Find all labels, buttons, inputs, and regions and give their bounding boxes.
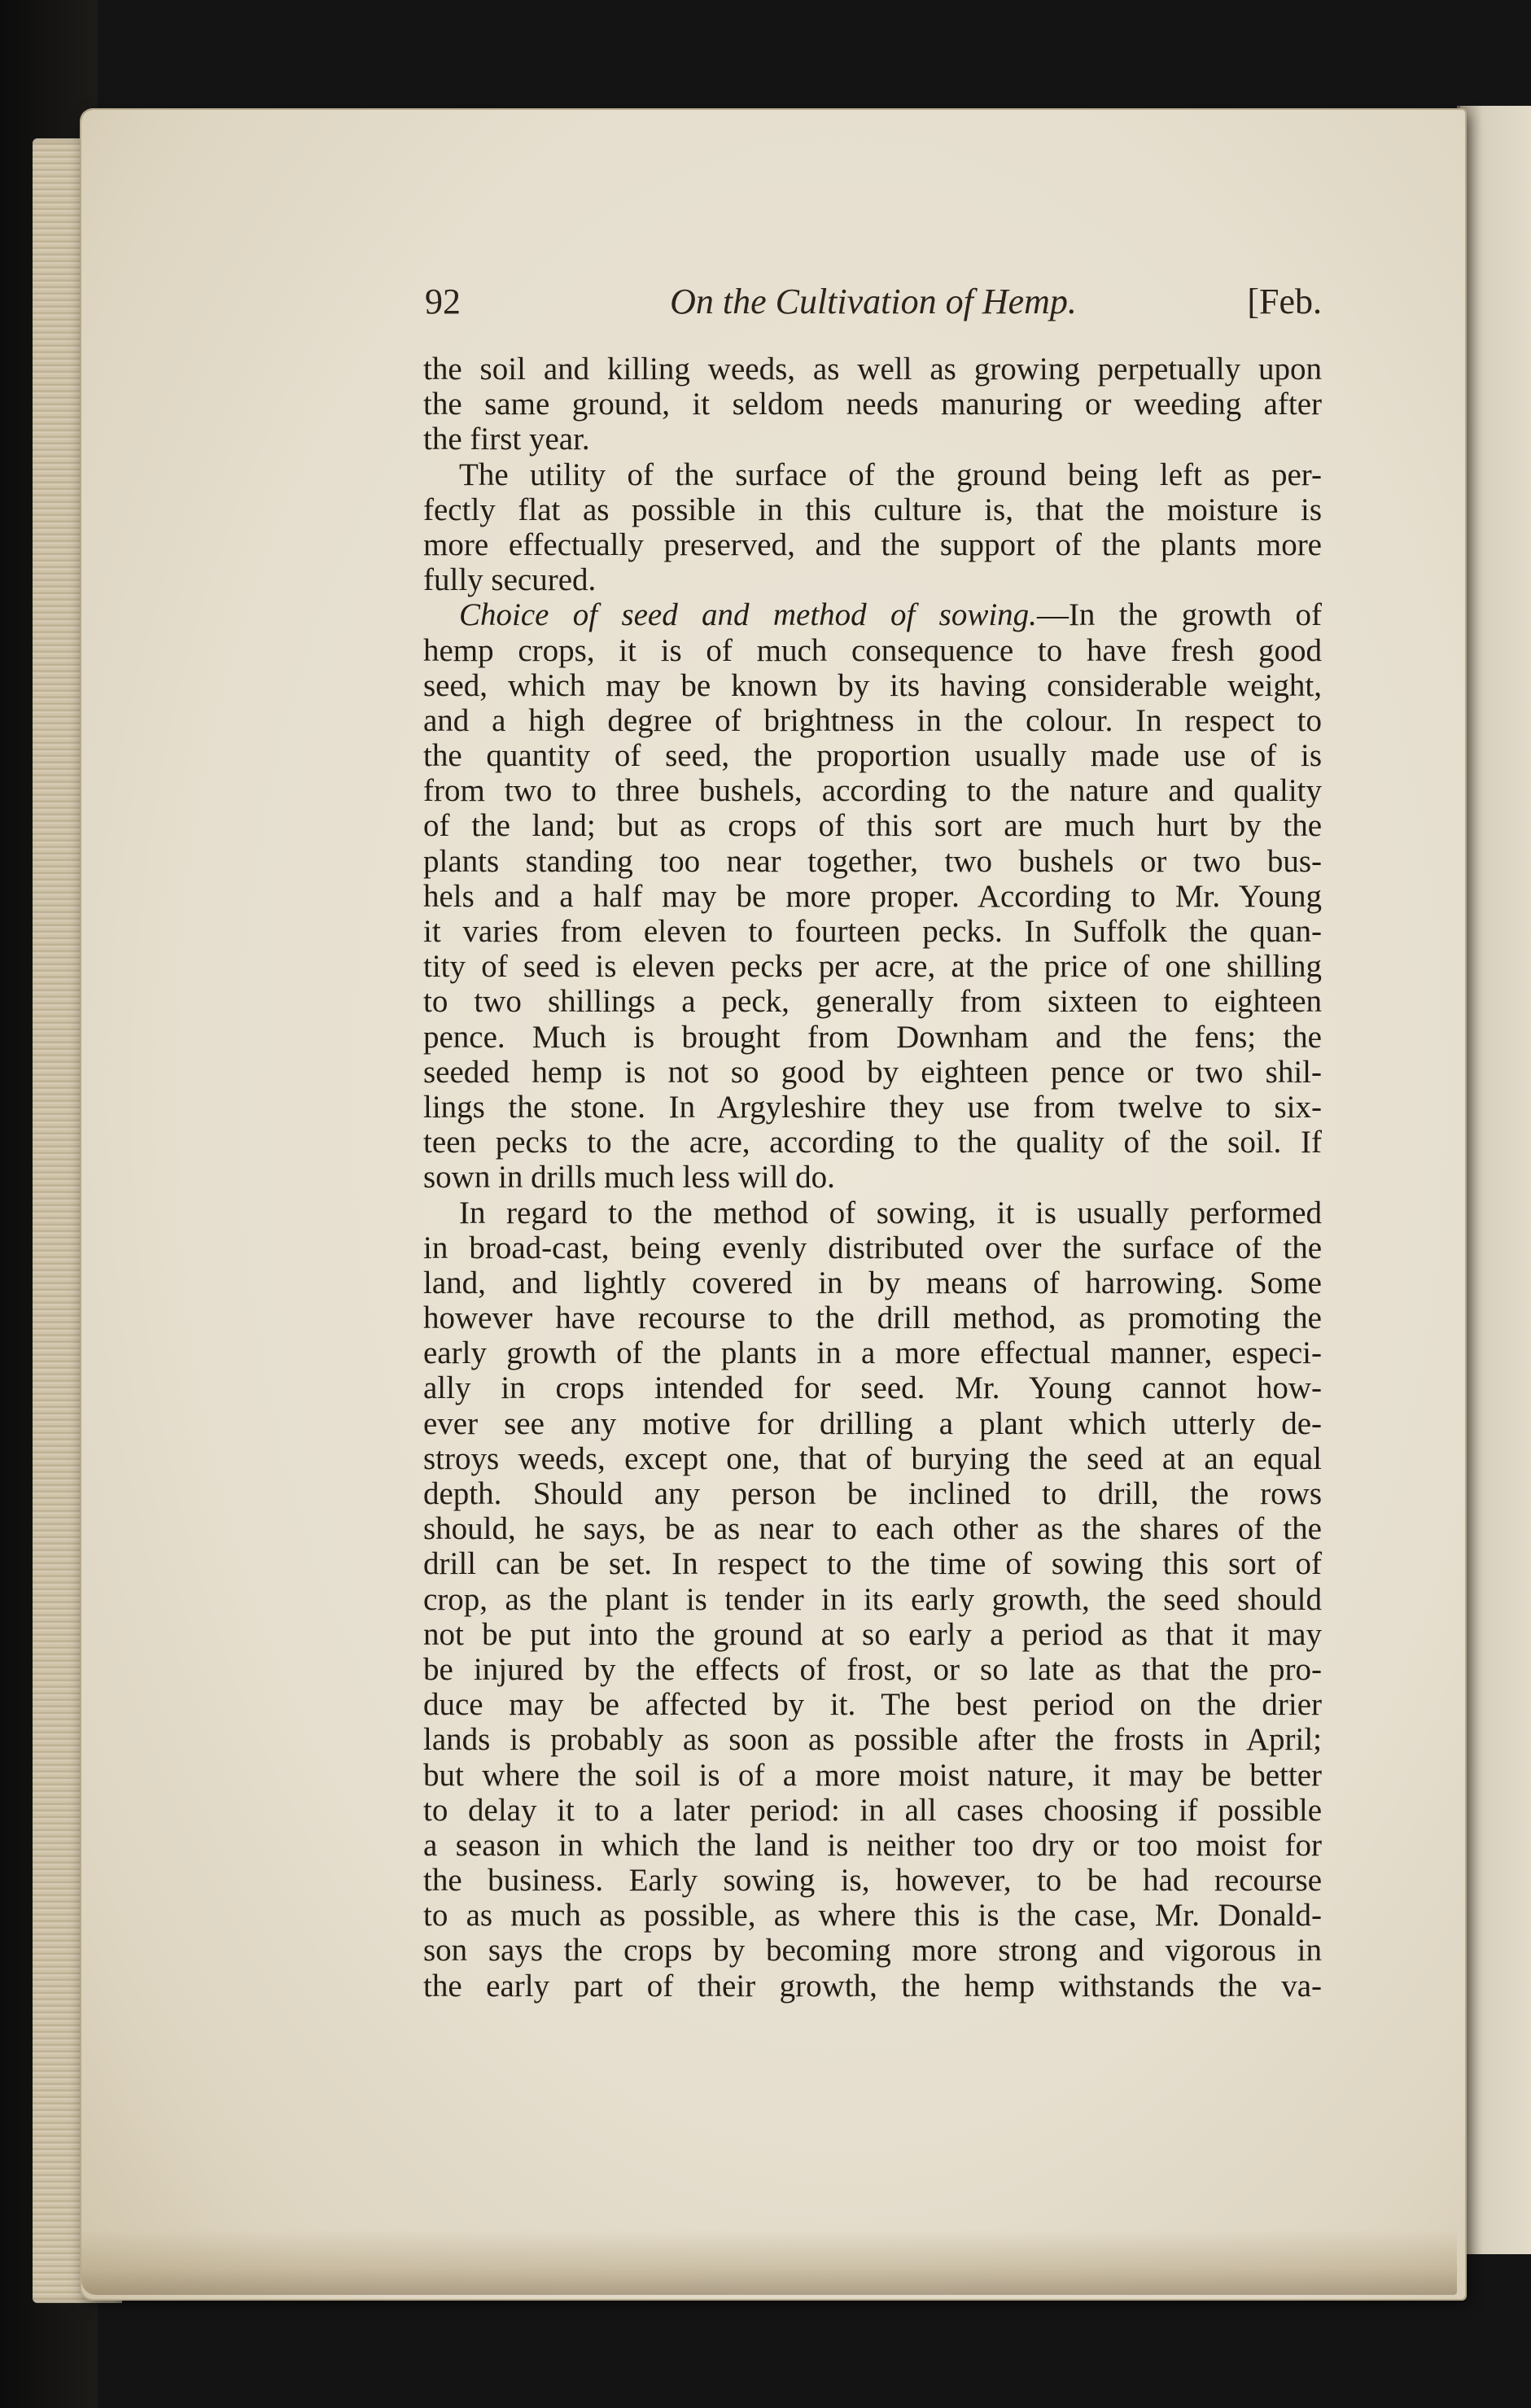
text-line: to delay it to a later period: in all cases choosing if possible: [423, 1792, 1322, 1828]
text-line: in broad-cast, being evenly distributed over the surface of the: [423, 1230, 1322, 1265]
text-line: seed, which may be known by its having considerable weight,: [423, 667, 1322, 703]
text-line: but where the soil is of a more moist nature, it may be better: [423, 1757, 1322, 1793]
text-line-rest: —In the growth of: [1036, 597, 1322, 633]
text-line: and a high degree of brightness in the colour. In respect to: [423, 702, 1322, 738]
article-body: [423, 352, 1322, 2004]
text-line: the early part of their growth, the hemp withstands the va-: [423, 1968, 1322, 2004]
text-line: duce may be affected by it. The best period on the drier: [423, 1687, 1322, 1723]
section-heading: Choice of seed and method of sowing.: [459, 597, 1037, 633]
text-line: depth. Should any person be inclined to drill, the rows: [423, 1476, 1322, 1511]
text-line: ally in crops intended for seed. Mr. Young cannot how-: [423, 1370, 1322, 1406]
text-line: son says the crops by becoming more strong and vigorous in: [423, 1933, 1322, 1969]
text-line: lands is probably as soon as possible after the frosts in April;: [423, 1722, 1322, 1758]
text-line: from two to three bushels, according to the nature and quality: [423, 773, 1322, 809]
text-line: not be put into the ground at so early a period as that it may: [423, 1616, 1322, 1652]
text-line: plants standing too near together, two bushels or two bus-: [423, 843, 1322, 879]
text-line: to two shillings a peck, generally from sixteen to eighteen: [423, 984, 1322, 1020]
running-month: [Feb.: [1247, 282, 1322, 321]
text-line: the quantity of seed, the proportion usually made use of is: [423, 738, 1322, 774]
text-line: fectly flat as possible in this culture is, that the moisture is: [423, 492, 1322, 527]
text-line: In regard to the method of sowing, it is usually performed: [459, 1195, 1322, 1230]
text-line: of the land; but as crops of this sort are much hurt by the: [423, 808, 1322, 844]
text-line: to as much as possible, as where this is the case, Mr. Donald-: [423, 1898, 1322, 1934]
text-line: hels and a half may be more proper. According to Mr. Young: [423, 878, 1322, 914]
facing-page-edge: [1457, 106, 1531, 2254]
text-line: teen pecks to the acre, according to the quality of the soil. If: [423, 1125, 1322, 1160]
text-line: the soil and killing weeds, as well as growing perpetually upon: [423, 352, 1322, 387]
page-number: 92: [425, 282, 461, 321]
text-line: drill can be set. In respect to the time of sowing this sort of: [423, 1546, 1322, 1582]
text-line: pence. Much is brought from Downham and the fens; the: [423, 1019, 1322, 1055]
text-line: the first year.: [423, 422, 590, 457]
running-head: [425, 281, 1322, 346]
text-line: ever see any motive for drilling a plant which utterly de-: [423, 1405, 1322, 1441]
text-line: it varies from eleven to fourteen pecks. In Suffolk the quan-: [423, 914, 1322, 949]
text-line: hemp crops, it is of much consequence to have fresh good: [423, 632, 1322, 668]
text-line: however have recourse to the drill method, as promoting the: [423, 1300, 1322, 1336]
text-line: early growth of the plants in a more effectual manner, especi-: [423, 1335, 1322, 1371]
text-line: lings the stone. In Argyleshire they use from twelve to six-: [423, 1089, 1322, 1125]
text-line-with-heading: [423, 597, 1322, 632]
page-bottom-edge: [81, 2230, 1457, 2295]
text-line: tity of seed is eleven pecks per acre, at the price of one shilling: [423, 949, 1322, 985]
text-line: crop, as the plant is tender in its early growth, the seed should: [423, 1581, 1322, 1617]
text-line: the same ground, it seldom needs manuring or weeding after: [423, 387, 1322, 422]
text-line: a season in which the land is neither too dry or too moist for: [423, 1827, 1322, 1863]
text-line: stroys weeds, except one, that of burying the seed at an equal: [423, 1440, 1322, 1476]
text-line: more effectually preserved, and the support of the plants more: [423, 527, 1322, 562]
running-title: On the Cultivation of Hemp.: [670, 282, 1077, 321]
text-line: seeded hemp is not so good by eighteen pence or two shil-: [423, 1054, 1322, 1090]
text-line: The utility of the surface of the ground being left as per-: [459, 457, 1322, 492]
text-line: be injured by the effects of frost, or so late as that the pro-: [423, 1651, 1322, 1687]
text-line: should, he says, be as near to each other as the shares of the: [423, 1511, 1322, 1547]
text-line: land, and lightly covered in by means of harrowing. Some: [423, 1265, 1322, 1300]
text-line: sown in drills much less will do.: [423, 1160, 835, 1195]
text-line: fully secured.: [423, 562, 597, 598]
text-line: the business. Early sowing is, however, to be had recourse: [423, 1863, 1322, 1899]
